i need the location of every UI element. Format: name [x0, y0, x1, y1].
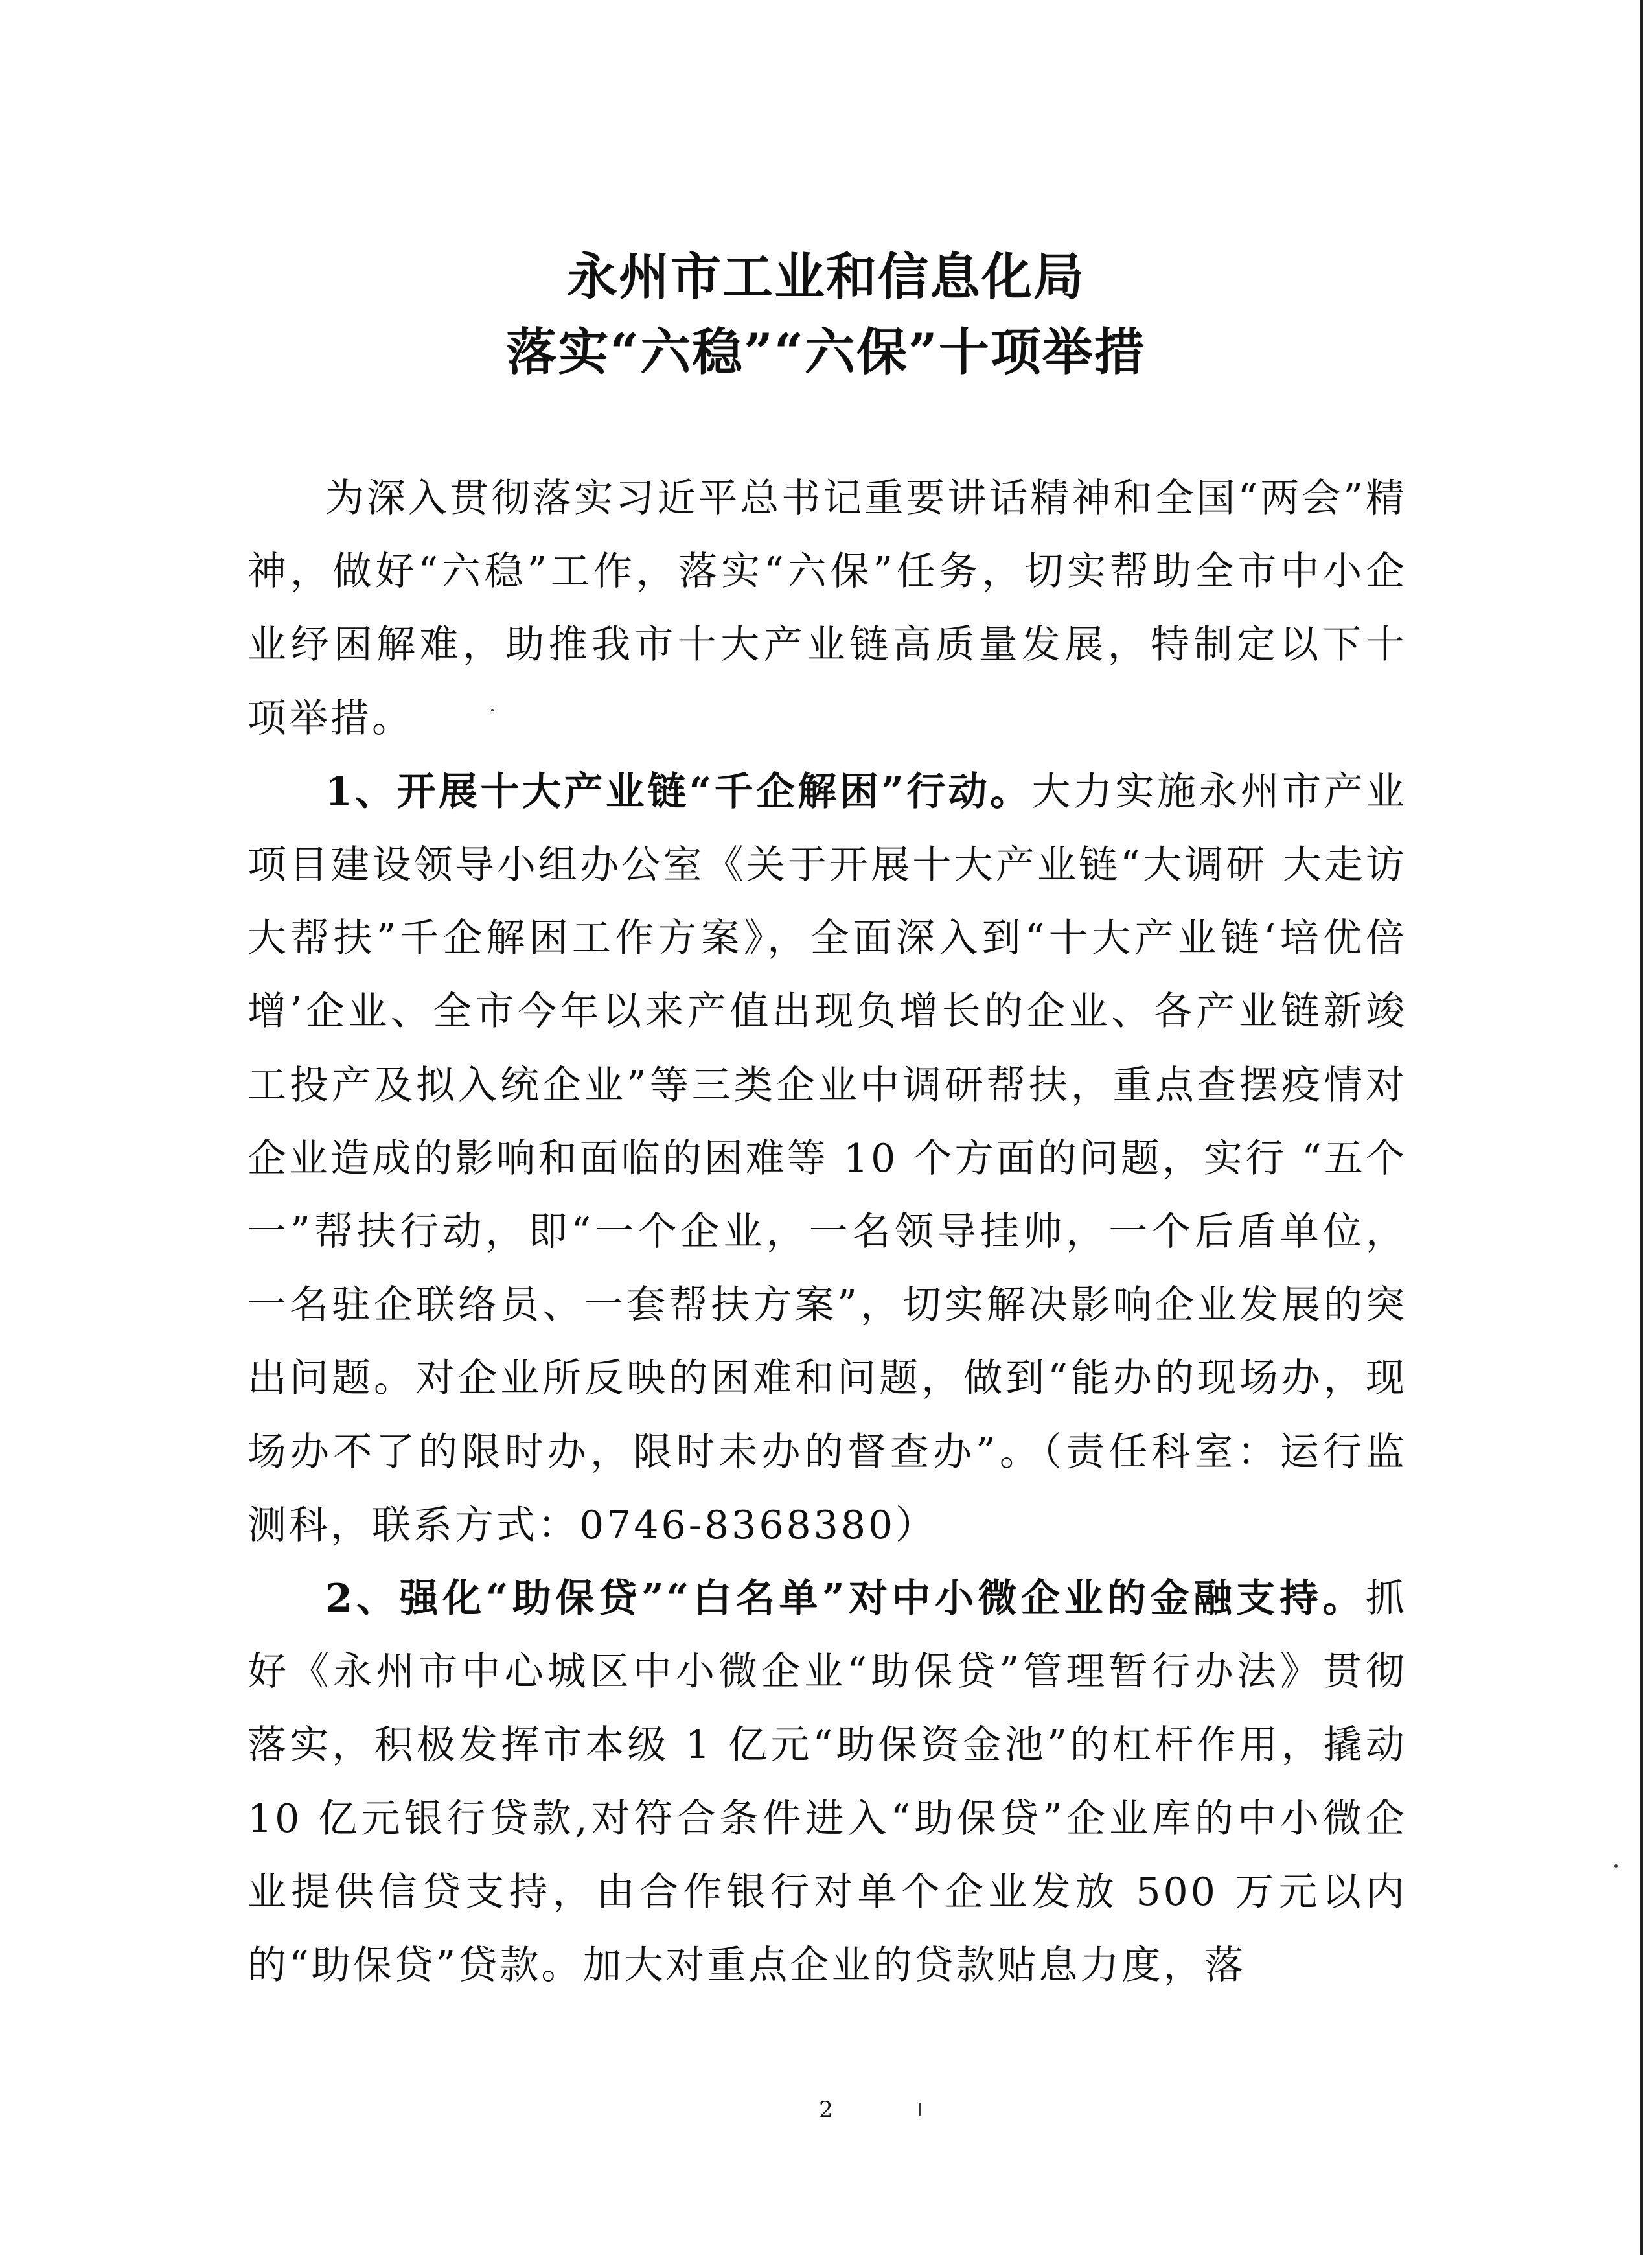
scan-mark [919, 2103, 921, 2116]
measure-heading-2: 2、强化“助保贷”“白名单”对中小微企业的金融支持。 [325, 1576, 1366, 1622]
document-title-line-2: 落实“六稳”“六保”十项举措 [506, 323, 1146, 382]
measure-paragraph-1 [247, 756, 1407, 1562]
document-title-line-1: 永州市工业和信息化局 [566, 248, 1085, 306]
page-number: 2 [819, 2097, 833, 2123]
measure-paragraph-2 [247, 1562, 1407, 2002]
intro-paragraph: 为深入贯彻落实习近平总书记重要讲话精神和全国“两会”精神，做好“六稳”工作，落实“六保”任务，切实帮助全市中小企业纾困解难，助推我市十大产业链高质量发展，特制定以下十项举措。 [247, 476, 1407, 741]
document-body [247, 462, 1407, 2002]
measure-body-2: 抓好《永州市中心城区中小微企业“助保贷”管理暂行办法》贯彻落实，积极发挥市本级 1 亿元“助保资金池”的杠杆作用，撬动 10 亿元银行贷款,对符合条件进入“助保贷”企业库的中小微企业提供信贷支持，由合作银行对单个企业发放 500 万元以内的“助保贷”贷款。加大对重点企业的贷款贴息力度，落 [247, 1576, 1407, 1989]
scan-speck [491, 709, 494, 711]
measure-heading-1: 1、开展十大产业链“千企解困”行动。 [325, 769, 1032, 815]
measure-body-1: 大力实施永州市产业项目建设领导小组办公室《关于开展十大产业链“大调研 大走访 大帮扶”千企解困工作方案》，全面深入到“十大产业链‘培优倍增’企业、全市今年以来产值出现负增长的企业、各产业链新竣工投产及拟入统企业”等三类企业中调研帮扶，重点查摆疫情对企业造成的影响和面临的困难等 10 个方面的问题，实行 “五个一”帮扶行动，即“一个企业，一名领导挂帅，一个后盾单位，一名驻企联络员、一套帮扶方案”，切实解决影响企业发展的突出问题。对企业所反映的困难和问题，做到“能办的现场办，现场办不了的限时办，限时未办的督查办”。（责任科室：运行监测科，联系方式：0746-8368380） [247, 769, 1407, 1548]
scan-speck [1614, 1864, 1618, 1868]
